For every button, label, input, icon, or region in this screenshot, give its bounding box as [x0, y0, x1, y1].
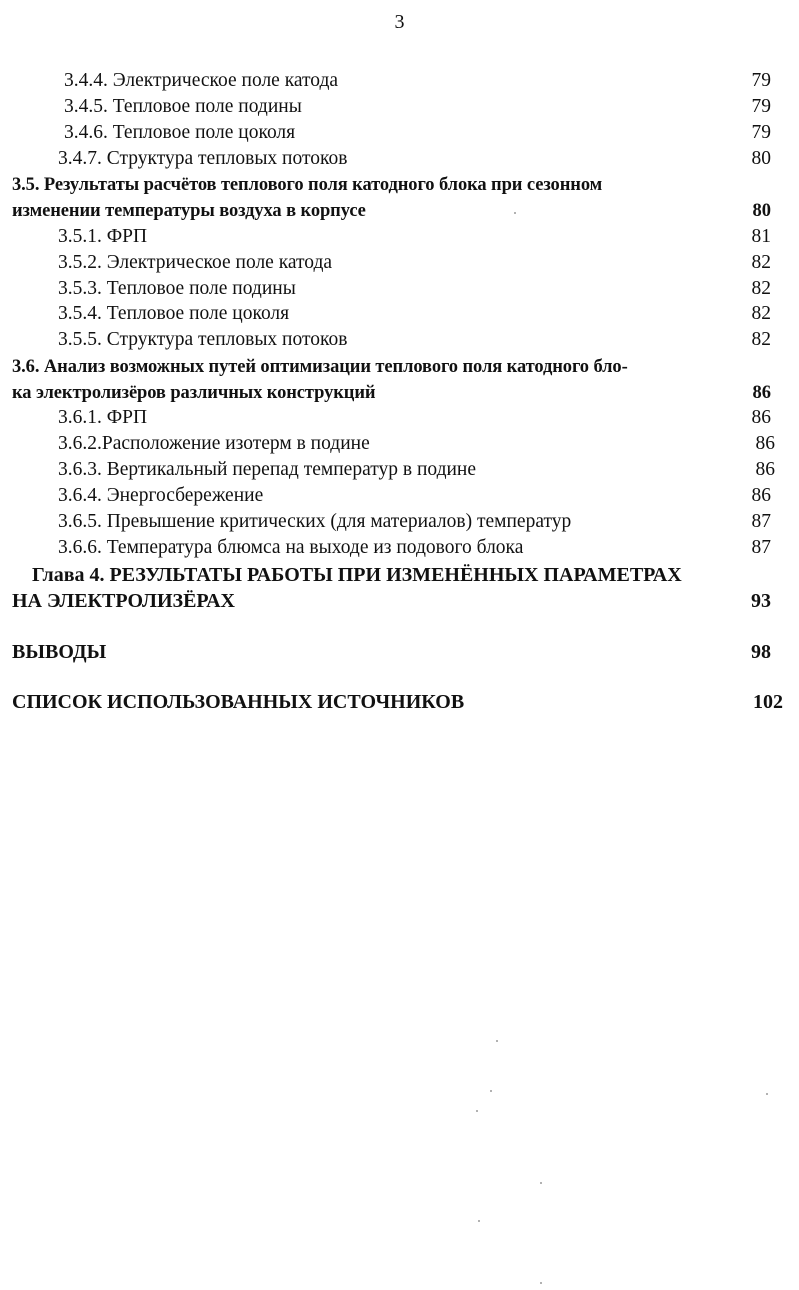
toc-entry-label: 3.6.5. Превышение критических (для материалов) температур — [58, 511, 572, 532]
toc-entry-page: 81 — [751, 226, 771, 247]
toc-entry-page: 87 — [751, 537, 771, 558]
scan-speck — [476, 1110, 478, 1112]
toc-entry-3-6-2 — [0, 431, 799, 457]
toc-entry-page: 79 — [751, 70, 771, 91]
toc-entry-label: 3.4.5. Тепловое поле подины — [64, 96, 302, 117]
toc-entry-3-6-6 — [0, 535, 799, 561]
toc-entry-label: 3.5.3. Тепловое поле подины — [58, 278, 296, 299]
toc-chapter-title: СПИСОК ИСПОЛЬЗОВАННЫХ ИСТОЧНИКОВ — [12, 691, 465, 713]
toc-entry-label: 3.5.2. Электрическое поле катода — [58, 252, 333, 273]
toc-entry-3-6-5 — [0, 509, 799, 535]
toc-entry-label: 3.6.6. Температура блюмса на выходе из подового блока — [58, 537, 524, 558]
toc-entry-3-6-3 — [0, 457, 799, 483]
toc-entry-label: 3.6.2.Расположение изотерм в подине — [58, 433, 370, 454]
scan-speck — [766, 1093, 768, 1095]
toc-entry-page: 102 — [753, 691, 783, 713]
toc-section-3-6-line1 — [0, 354, 799, 380]
toc-chapter-title: НА ЭЛЕКТРОЛИЗЁРАХ — [12, 590, 235, 612]
scan-speck — [540, 1282, 542, 1284]
toc-entry-3-6-1 — [0, 405, 799, 431]
toc-section-title: 3.5. Результаты расчётов теплового поля катодного блока при сезонном — [12, 175, 603, 195]
toc-entry-3-5-2 — [0, 250, 799, 276]
toc-entry-page: 82 — [751, 303, 771, 324]
toc-entry-label: 3.6.1. ФРП — [58, 407, 148, 428]
toc-entry-page: 93 — [751, 590, 771, 612]
toc-section-title: ка электролизёров различных конструкций — [12, 383, 376, 403]
page-number: 3 — [394, 11, 405, 33]
toc-entry-label: 3.5.1. ФРП — [58, 226, 148, 247]
toc-entry-3-5-1 — [0, 224, 799, 250]
scan-speck — [478, 1220, 480, 1222]
toc-chapter-4-line2 — [0, 588, 799, 614]
toc-entry-page: 86 — [751, 485, 771, 506]
toc-entry-3-4-6 — [0, 120, 799, 146]
toc-entry-page: 86 — [751, 407, 771, 428]
toc-entry-page: 87 — [751, 511, 771, 532]
toc-entry-label: 3.5.5. Структура тепловых потоков — [58, 329, 348, 350]
toc-entry-page: 82 — [751, 278, 771, 299]
toc-chapter-title: ВЫВОДЫ — [12, 641, 107, 663]
toc-entry-label: 3.5.4. Тепловое поле цоколя — [58, 303, 290, 324]
toc-chapter-title: Глава 4. РЕЗУЛЬТАТЫ РАБОТЫ ПРИ ИЗМЕНЁННЫХ ПАРАМЕТРАХ — [32, 564, 682, 586]
toc-entry-page: 80 — [752, 201, 771, 221]
toc-entry-page: 79 — [751, 122, 771, 143]
toc-entry-3-6-4 — [0, 483, 799, 509]
scan-speck — [490, 1090, 492, 1092]
toc-section-3-6-line2 — [0, 380, 799, 406]
toc-entry-page: 82 — [751, 329, 771, 350]
toc-entry-3-5-4 — [0, 301, 799, 327]
toc-entry-page: 86 — [755, 433, 775, 454]
toc-entry-page: 86 — [752, 383, 771, 403]
toc-entry-3-4-5 — [0, 94, 799, 120]
toc-entry-page: 98 — [751, 641, 771, 663]
toc-chapter-4-line1 — [0, 562, 799, 588]
toc-entry-page: 86 — [755, 459, 775, 480]
toc-section-3-5-line2 — [0, 198, 799, 224]
toc-section-3-5-line1 — [0, 172, 799, 198]
toc-entry-page: 79 — [751, 96, 771, 117]
scan-speck — [514, 212, 516, 214]
toc-entry-label: 3.6.3. Вертикальный перепад температур в подине — [58, 459, 477, 480]
toc-entry-3-4-7 — [0, 146, 799, 172]
toc-entry-3-4-4 — [0, 68, 799, 94]
toc-entry-page: 80 — [751, 148, 771, 169]
toc-references — [0, 689, 799, 715]
scan-speck — [496, 1040, 498, 1042]
toc-entry-label: 3.4.7. Структура тепловых потоков — [58, 148, 348, 169]
toc-entry-label: 3.6.4. Энергосбережение — [58, 485, 264, 506]
toc-entry-label: 3.4.6. Тепловое поле цоколя — [64, 122, 296, 143]
toc-section-title: 3.6. Анализ возможных путей оптимизации теплового поля катодного бло- — [12, 357, 628, 377]
toc-entry-page: 82 — [751, 252, 771, 273]
toc-entry-label: 3.4.4. Электрическое поле катода — [64, 70, 339, 91]
toc-conclusions — [0, 639, 799, 665]
toc-section-title: изменении температуры воздуха в корпусе — [12, 201, 366, 221]
toc-entry-3-5-3 — [0, 276, 799, 302]
toc-entry-3-5-5 — [0, 327, 799, 353]
scan-speck — [540, 1182, 542, 1184]
